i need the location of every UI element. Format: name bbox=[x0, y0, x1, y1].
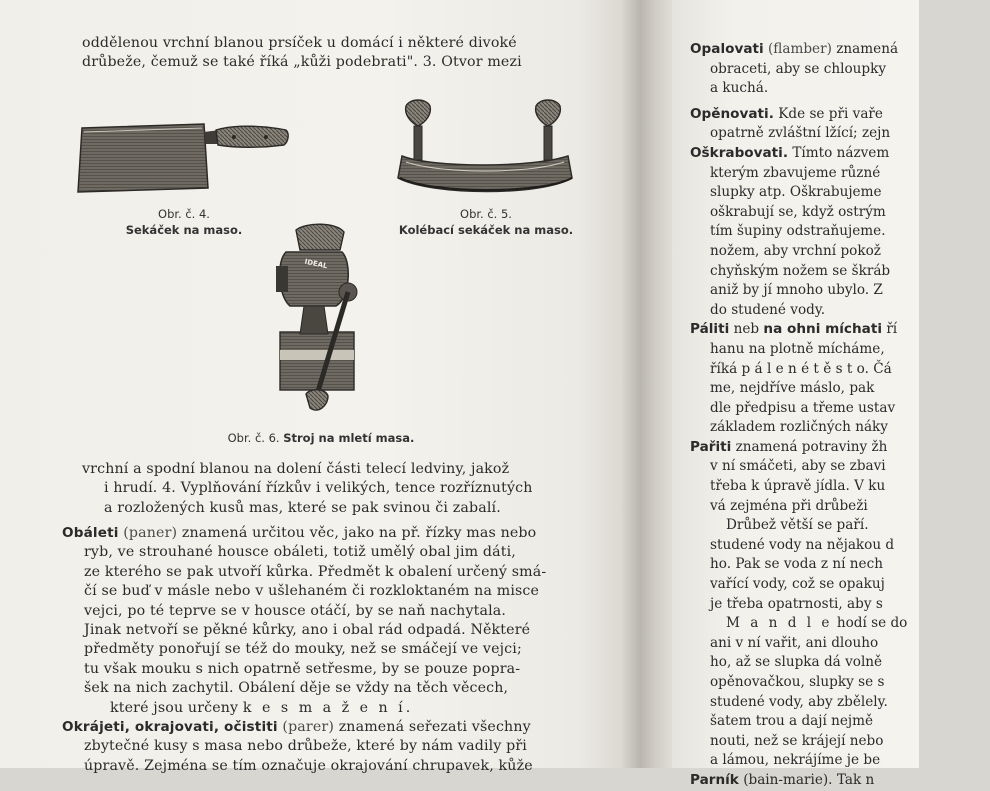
right-page bbox=[672, 0, 919, 788]
intro-paragraph bbox=[82, 34, 582, 73]
cleaver-illustration bbox=[76, 118, 290, 198]
text-line: předměty ponořují se též do mouky, než se smáčejí ve vejci; bbox=[84, 641, 522, 658]
text-line: ani v ní vařit, ani dlouho bbox=[710, 634, 879, 651]
text-line: vrchní a spodní blanou na dolení části telecí ledviny, jakož bbox=[82, 461, 510, 477]
entry-term: Parník bbox=[690, 771, 739, 788]
text-line: tu však mouku s nich opatrně setřesme, by se pouze popra- bbox=[84, 660, 521, 677]
entry-term: Oškrabovati. bbox=[690, 144, 788, 161]
entry-french: (flamber) bbox=[767, 41, 832, 57]
entry-term: Páliti bbox=[690, 321, 730, 338]
entry-text: Kde se při vaře bbox=[778, 105, 883, 122]
entry-text: (bain-marie). Tak n bbox=[743, 771, 875, 788]
entry-text: neb bbox=[733, 321, 760, 338]
text-fragment: hodí se do bbox=[836, 615, 908, 632]
entry-term: Pařiti bbox=[690, 438, 732, 455]
text-line: vařící vody, což se opakuj bbox=[710, 576, 885, 593]
text-line: obraceti, aby se chloupky bbox=[710, 60, 887, 77]
entry-first-line bbox=[690, 40, 990, 60]
text-line: opatrně zvláštní lžící; zejn bbox=[710, 125, 891, 142]
entry-text: Tímto názvem bbox=[792, 144, 890, 161]
text-line: tím šupiny odstraňujeme. bbox=[710, 223, 886, 240]
entry-term: Obáleti bbox=[62, 525, 119, 541]
text-line: vejci, po té teprve se v housce otáčí, by se naň nachytala. bbox=[84, 602, 507, 619]
text-line: kterým zbavujeme různé bbox=[710, 164, 881, 181]
figure-label: Kolébací sekáček na maso. bbox=[398, 223, 574, 237]
text-line: zbytečné kusy s masa nebo drůbeže, které by nám vadily při bbox=[84, 738, 527, 755]
entry-first-line bbox=[62, 524, 582, 543]
text-line: oddělenou vrchní blanou prsíček u domácí i některé divoké bbox=[82, 35, 517, 51]
text-line: ze kterého se pak utvoří kůrka. Předmět k obalení určený smá- bbox=[84, 563, 547, 580]
continuation-paragraph bbox=[82, 460, 582, 518]
entry-text: ří bbox=[886, 321, 898, 338]
entry-first-line bbox=[62, 718, 582, 737]
text-line: hanu na plotně mícháme, bbox=[710, 340, 885, 357]
text-line: čí se buď v másle nebo v ušlehaném či rozkloktaném na misce bbox=[84, 583, 540, 600]
text-line: studené vody na nějakou d bbox=[710, 536, 895, 553]
figure-4-caption bbox=[86, 206, 282, 238]
text-line: šatem trou a dají nejmě bbox=[710, 713, 874, 730]
text-line: v ní smáčeti, aby se zbavi bbox=[710, 458, 886, 475]
rocking-mincer-illustration bbox=[392, 96, 578, 206]
grinder-stamp: IDEAL bbox=[303, 257, 329, 271]
entry-first-line bbox=[690, 320, 990, 340]
right-page-text bbox=[690, 40, 990, 791]
figure-label: Stroj na mletí masa. bbox=[283, 431, 415, 445]
text-line: opěnovačkou, slupky se s bbox=[710, 674, 885, 690]
text-line: do studené vody. bbox=[710, 301, 826, 318]
text-line: ho. Pak se voda z ní nech bbox=[710, 556, 883, 573]
text-line: šek na nich zachytil. Obálení děje se vždy na těch věcech, bbox=[84, 680, 509, 697]
obaleti-entry bbox=[62, 524, 582, 718]
figure-5-caption bbox=[386, 206, 586, 238]
text-line: základem rozličných náky bbox=[710, 419, 888, 436]
text-line: me, nejdříve máslo, pak bbox=[710, 380, 875, 397]
figure-6-caption bbox=[196, 430, 446, 446]
entry-text: znamená určitou věc, jako na př. řízky mas nebo bbox=[181, 525, 537, 541]
spaced-term: M a n d l e bbox=[726, 615, 833, 632]
entry-first-line bbox=[690, 144, 990, 164]
text-line: i hrudí. 4. Vyplňování řízkův i velikých, tence rozříznutých bbox=[104, 480, 533, 497]
figure-number: Obr. č. 4. bbox=[158, 207, 210, 221]
text-line: třeba k úpravě jídla. V ku bbox=[710, 478, 886, 495]
text-line: slupky atp. Oškrabujeme bbox=[710, 184, 882, 201]
entry-term: Opalovati bbox=[690, 41, 764, 57]
text-line: chyňským nožem se škráb bbox=[710, 262, 891, 279]
entry-first-line bbox=[690, 771, 990, 791]
text-line: drůbeže, čemuž se také říká „kůži podebrati". 3. Otvor mezi bbox=[82, 54, 522, 71]
entry-term: Okrájeti, okrajovati, očistiti bbox=[62, 719, 278, 735]
meat-grinder-illustration bbox=[266, 222, 366, 428]
entry-french: (parer) bbox=[282, 719, 335, 735]
text-line bbox=[62, 699, 582, 718]
entry-text: znamená seřezati všechny bbox=[338, 719, 531, 735]
text-line: Jinak netvoří se pěkné kůrky, ano i obal rád odpadá. Některé bbox=[84, 622, 531, 639]
text-line: úpravě. Zejména se tím označuje okrajování chrupavek, kůže bbox=[84, 757, 533, 774]
text-line: a lámou, nekrájíme je be bbox=[710, 752, 881, 769]
text-line: nožem, aby vrchní pokož bbox=[710, 242, 881, 259]
text-line: říká p á l e n é t ě s t o. Čá bbox=[710, 360, 892, 377]
entry-first-line bbox=[690, 438, 990, 458]
entry-french: (paner) bbox=[123, 525, 178, 541]
text-line: vá zejména při drůbeži bbox=[710, 497, 868, 514]
text-line: a rozložených kusů mas, které se pak svinou či zabalí. bbox=[104, 499, 501, 516]
entry-term: na ohni míchati bbox=[763, 321, 882, 338]
okrajeti-entry bbox=[62, 718, 582, 776]
figure-number: Obr. č. 5. bbox=[460, 207, 512, 221]
figure-label: Sekáček na maso. bbox=[125, 223, 243, 237]
text-line: a kuchá. bbox=[710, 80, 769, 97]
text-line: dle předpisu a třeme ustav bbox=[710, 399, 896, 416]
text-line: ryb, ve strouhané housce obáleti, totiž umělý obal jim dáti, bbox=[84, 544, 516, 561]
text-line: Drůbež větší se paří. bbox=[726, 517, 869, 534]
text-line bbox=[690, 614, 990, 634]
text-line: je třeba opatrnosti, aby s bbox=[710, 595, 883, 612]
figure-number: Obr. č. 6. bbox=[227, 431, 280, 445]
text-line: studené vody, aby zbělely. bbox=[710, 693, 888, 710]
text-line: ho, až se slupka dá volně bbox=[710, 654, 883, 671]
text-line: aniž by jí mnoho ubylo. Z bbox=[710, 282, 883, 299]
spaced-term: k e s m a ž e n í. bbox=[242, 699, 414, 716]
entry-first-line bbox=[690, 105, 990, 125]
entry-term: Opěnovati. bbox=[690, 105, 774, 122]
entry-text: znamená bbox=[836, 41, 899, 57]
text-line: nouti, než se krájejí nebo bbox=[710, 732, 884, 749]
entry-text: znamená potraviny žh bbox=[735, 438, 888, 455]
text-fragment: které jsou určeny bbox=[110, 699, 239, 716]
text-line: oškrabují se, když ostrým bbox=[710, 203, 886, 220]
